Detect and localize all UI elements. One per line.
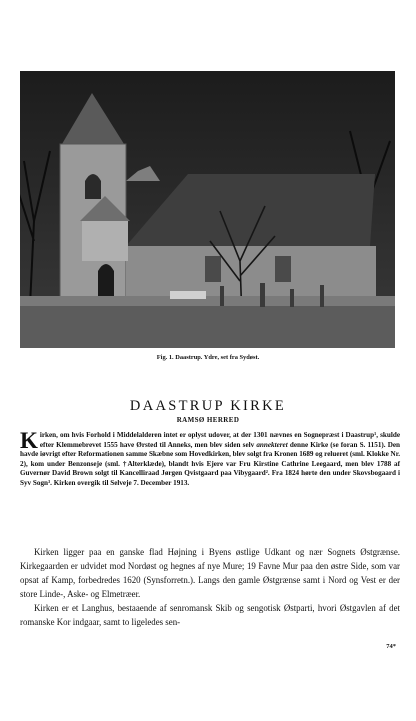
- intro-text-part-2: denne Kirke (se foran S. 1151). Den havde iøvrigt efter Reformationen samme Skæbne som Hovedkirken, blev solgt fra Kronen 1689 og relueret (sml. Klokke Nr. 2), kom under Benzonseje (sml. †Alterklæde), blandt hvis Ejere var Fru Kirstine Cathrine Leegaard, men blev 1788 af Guvernør David Brown solgt til Kancelliraad Jørgen Qvistgaard paa Vibygaard². Fra 1824 hørte den under Skovsbogaard i Syv Sogn³. Kirken overgik til Selveje 7. December 1913.: [20, 440, 401, 487]
- body-text: [20, 545, 400, 629]
- page-title: DAASTRUP KIRKE: [129, 398, 287, 414]
- intro-text-part-1: irken, om hvis Forhold i Middelalderen intet er oplyst udover, at der 1301 nævnes en Sognepræst i Daastrup¹, skulde efter Klemmebrevet 1555 have Ørsted til Anneks, men blev siden selv: [39, 431, 400, 449]
- drop-cap: K: [20, 428, 38, 453]
- body-paragraph-2: Kirken er et Langhus, bestaaende af senromansk Skib og sengotisk Østparti, hvori Østgavlen af det romanske Kor indgaar, samt to ligeledes sen-: [20, 603, 400, 627]
- church-photograph: [20, 71, 395, 348]
- figure-caption: Fig. 1. Daastrup. Ydre, set fra Sydøst.: [156, 354, 260, 361]
- intro-italic-word: annekteret: [256, 440, 288, 449]
- intro-paragraph: [20, 428, 401, 489]
- page-subtitle: RAMSØ HERRED: [176, 416, 240, 424]
- page-number: 74*: [386, 643, 396, 650]
- body-paragraph-1: Kirken ligger paa en ganske flad Højning i Byens østlige Udkant og nær Sognets Østgrænse. Kirkegaarden er udvidet mod Nordøst og hegnes af nye Mure; 19 Favne Mur paa den østre Side, som var opsat af Kamp, forbedredes 1620 (Synsforretn.). Langs den gamle Østgrænse samt i Nord og Vest er der store Linde-, Aske- og Elmetræer.: [20, 547, 400, 599]
- church-illustration: [20, 71, 395, 348]
